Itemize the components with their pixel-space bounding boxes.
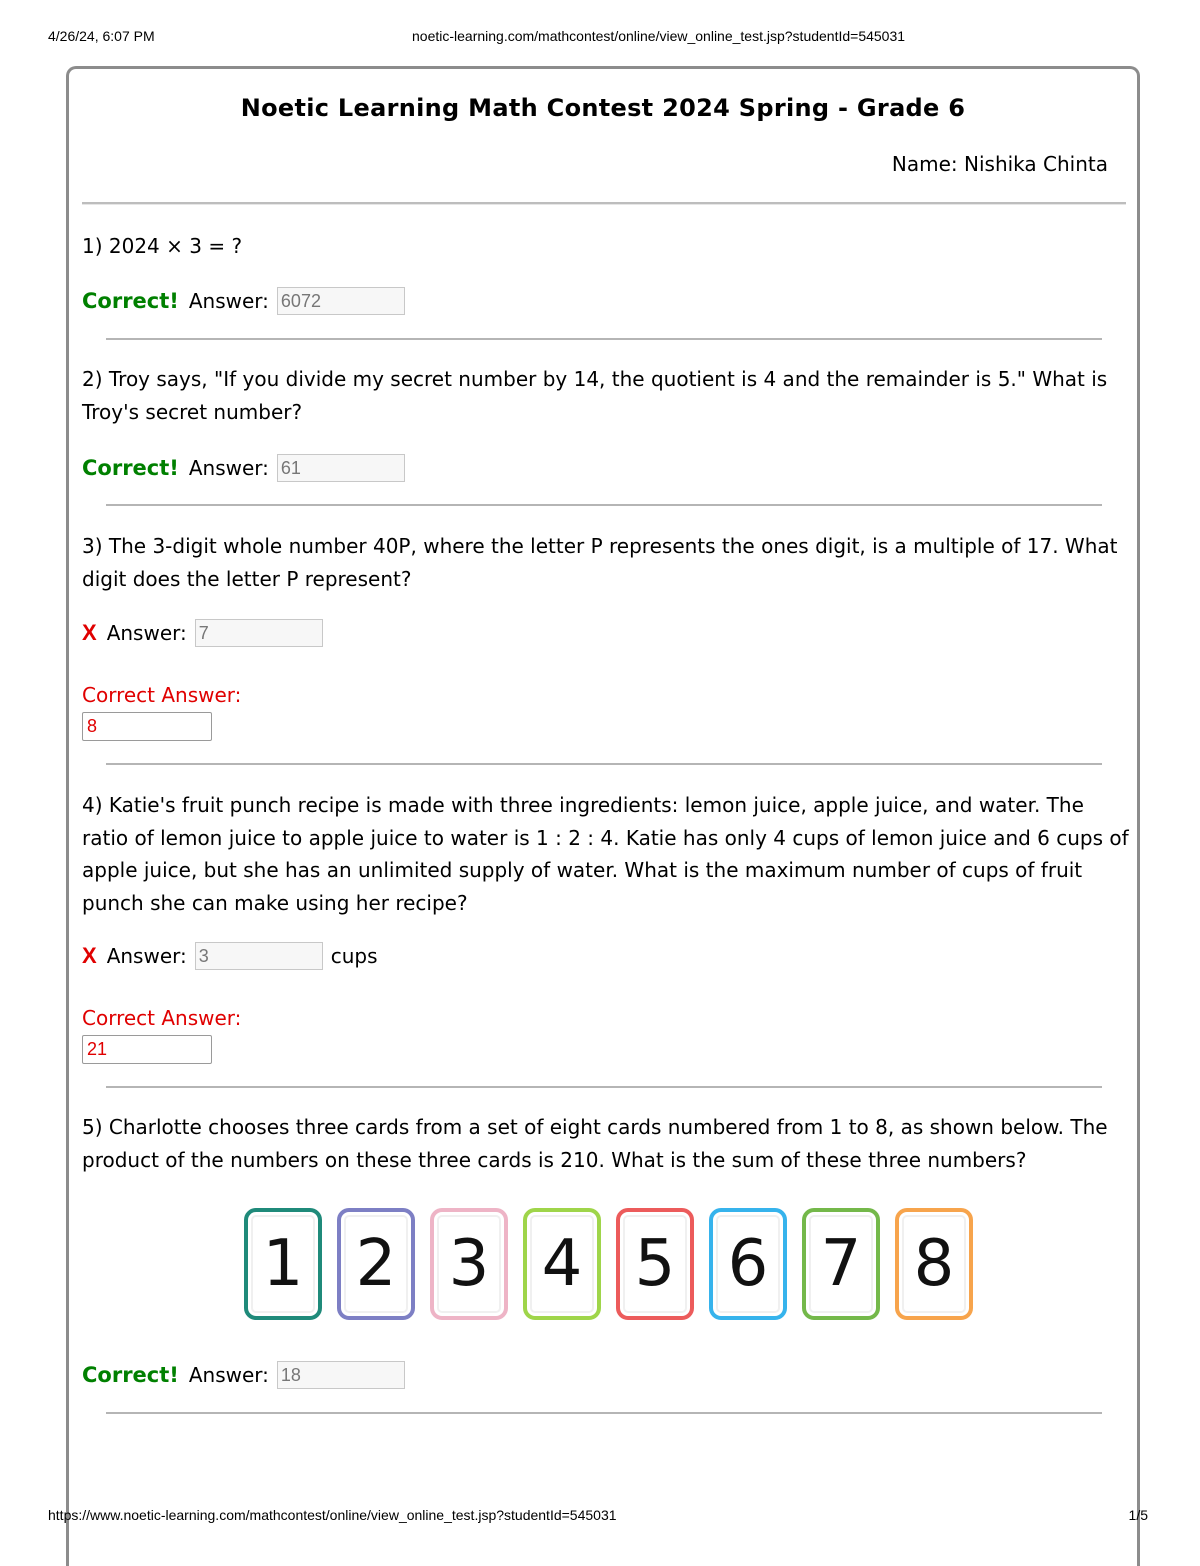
answer-label: Answer: — [188, 456, 269, 480]
question-divider — [106, 1086, 1102, 1088]
answer-label: Answer: — [188, 289, 269, 313]
correct-label: Correct! — [82, 289, 179, 313]
header-divider — [82, 202, 1126, 205]
question-2-answer-field[interactable]: 61 — [277, 454, 405, 482]
question-5-answer-field[interactable]: 18 — [277, 1361, 405, 1389]
number-card: 6 — [709, 1208, 787, 1320]
question-divider — [106, 1412, 1102, 1414]
answer-label: Answer: — [106, 944, 187, 968]
correct-label: Correct! — [82, 1363, 179, 1387]
question-2-answer-row — [82, 453, 405, 483]
question-5-answer-row — [82, 1360, 405, 1390]
question-4-answer-field[interactable]: 3 — [195, 942, 323, 970]
question-1-text: 1) 2024 × 3 = ? — [82, 234, 243, 258]
question-4-text: 4) Katie's fruit punch recipe is made with three ingredients: lemon juice, apple juice, and water. The ratio of lemon juice to apple juice to water is 1 : 2 : 4. Katie has only 4 cups of lemon juice and 6 cups of apple juice, but she has an unlimited supply of water. What is the maximum number of cups of fruit punch she can make using her recipe? — [82, 793, 1129, 915]
student-name: Name: Nishika Chinta — [891, 152, 1108, 176]
question-divider — [106, 763, 1102, 765]
question-3-answer-field[interactable]: 7 — [195, 619, 323, 647]
answer-label: Answer: — [106, 621, 187, 645]
question-3-answer-row — [82, 618, 323, 648]
question-3-correct-answer-field[interactable]: 8 — [82, 712, 212, 741]
number-cards-image — [244, 1208, 976, 1322]
page-title: Noetic Learning Math Contest 2024 Spring - Grade 6 — [240, 94, 966, 122]
wrong-x-icon: X — [82, 620, 97, 645]
page-number: 1/5 — [1128, 1507, 1148, 1523]
question-2-text: 2) Troy says, "If you divide my secret number by 14, the quotient is 4 and the remainder is 5." What is Troy's secret number? — [82, 367, 1108, 424]
answer-unit: cups — [330, 944, 378, 968]
question-divider — [106, 504, 1102, 506]
question-divider — [106, 338, 1102, 340]
print-datetime: 4/26/24, 6:07 PM — [48, 28, 155, 44]
number-card: 5 — [616, 1208, 694, 1320]
number-card: 4 — [523, 1208, 601, 1320]
correct-answer-label: Correct Answer: — [82, 1006, 242, 1030]
number-card: 8 — [895, 1208, 973, 1320]
question-1-answer-row — [82, 286, 405, 316]
correct-label: Correct! — [82, 456, 179, 480]
footer-url: https://www.noetic-learning.com/mathcontest/online/view_online_test.jsp?studentId=545031 — [48, 1507, 617, 1523]
number-card: 7 — [802, 1208, 880, 1320]
answer-label: Answer: — [188, 1363, 269, 1387]
number-card: 3 — [430, 1208, 508, 1320]
question-4-correct-answer-field[interactable]: 21 — [82, 1035, 212, 1064]
wrong-x-icon: X — [82, 943, 97, 968]
question-3-text: 3) The 3-digit whole number 40P, where the letter P represents the ones digit, is a multiple of 17. What digit does the letter P represent? — [82, 534, 1118, 591]
print-url: noetic-learning.com/mathcontest/online/view_online_test.jsp?studentId=545031 — [412, 28, 906, 44]
question-5-text: 5) Charlotte chooses three cards from a set of eight cards numbered from 1 to 8, as shown below. The product of the numbers on these three cards is 210. What is the sum of these three numbers? — [82, 1115, 1108, 1172]
question-1-answer-field[interactable]: 6072 — [277, 287, 405, 315]
question-4-answer-row — [82, 941, 378, 971]
number-card: 2 — [337, 1208, 415, 1320]
correct-answer-label: Correct Answer: — [82, 683, 242, 707]
number-card: 1 — [244, 1208, 322, 1320]
